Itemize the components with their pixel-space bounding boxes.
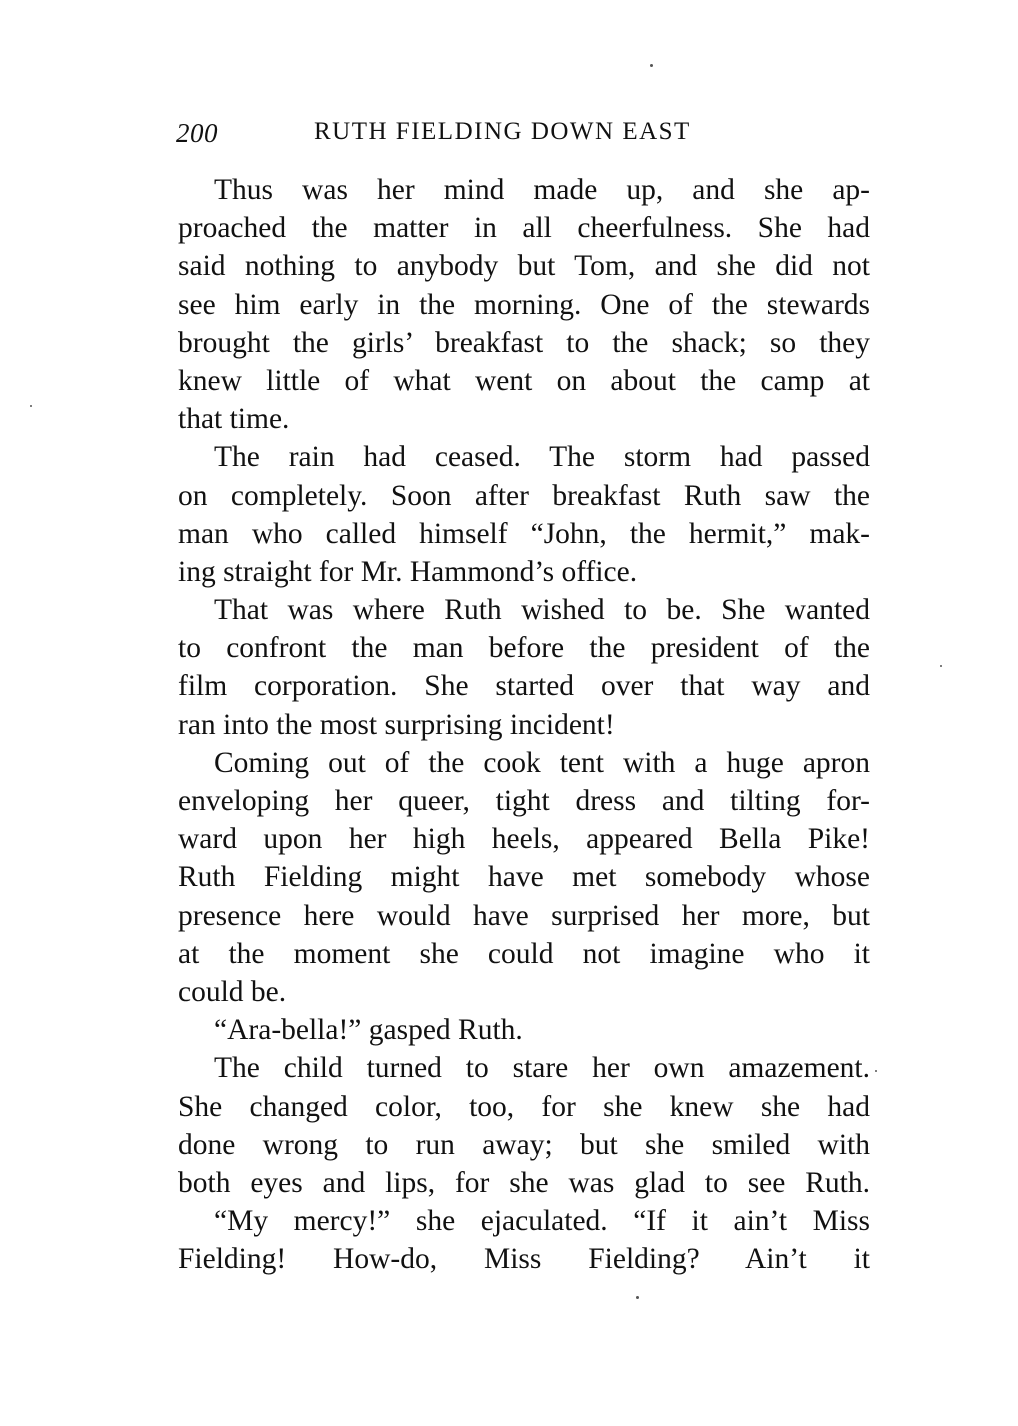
- page-header: [176, 118, 876, 154]
- text-line: She changed color, too, for she knew she had: [178, 1090, 870, 1123]
- text-line: brought the girls’ breakfast to the shack; so they: [178, 326, 870, 359]
- text-line: that time.: [178, 403, 290, 436]
- text-line: ward upon her high heels, appeared Bella Pike!: [178, 823, 870, 856]
- scan-speck: [940, 665, 942, 667]
- text-line: both eyes and lips, for she was glad to see Ruth.: [178, 1166, 870, 1199]
- text-line: ran into the most surprising incident!: [178, 708, 615, 741]
- text-line: knew little of what went on about the camp at: [178, 364, 870, 397]
- scan-speck: [875, 1070, 877, 1072]
- text-line: The child turned to stare her own amazement.: [214, 1052, 870, 1085]
- page-number: 200: [176, 118, 218, 148]
- text-line: said nothing to anybody but Tom, and she did not: [178, 250, 870, 283]
- text-line: proached the matter in all cheerfulness. She had: [178, 212, 870, 245]
- scan-speck: [30, 405, 32, 407]
- text-line: “Ara-bella!” gasped Ruth.: [214, 1014, 523, 1047]
- text-line: could be.: [178, 975, 287, 1008]
- text-line: ing straight for Mr. Hammond’s office.: [178, 555, 638, 588]
- text-line: presence here would have surprised her more, but: [178, 899, 870, 932]
- text-line: Fielding! How-do, Miss Fielding? Ain’t it: [178, 1243, 870, 1276]
- text-line: on completely. Soon after breakfast Ruth saw the: [178, 479, 870, 512]
- running-title: RUTH FIELDING DOWN EAST: [314, 118, 691, 145]
- body-text: [178, 171, 870, 1278]
- text-line: film corporation. She started over that way and: [178, 670, 870, 703]
- text-line: Thus was her mind made up, and she ap-: [214, 174, 870, 206]
- text-line: Ruth Fielding might have met somebody whose: [178, 861, 870, 894]
- text-line: see him early in the morning. One of the stewards: [178, 288, 870, 321]
- text-line: man who called himself “John, the hermit,” mak-: [178, 517, 870, 550]
- text-line: The rain had ceased. The storm had passed: [214, 441, 870, 474]
- text-line: That was where Ruth wished to be. She wanted: [214, 594, 870, 627]
- scan-speck: [636, 1296, 639, 1299]
- scan-speck: [650, 64, 653, 67]
- text-line: “My mercy!” she ejaculated. “If it ain’t Miss: [214, 1205, 870, 1238]
- text-line: enveloping her queer, tight dress and tilting for-: [178, 785, 870, 817]
- text-line: Coming out of the cook tent with a huge apron: [214, 746, 870, 779]
- text-line: to confront the man before the president of the: [178, 632, 870, 665]
- text-line: done wrong to run away; but she smiled with: [178, 1128, 870, 1161]
- text-line: at the moment she could not imagine who it: [178, 937, 870, 970]
